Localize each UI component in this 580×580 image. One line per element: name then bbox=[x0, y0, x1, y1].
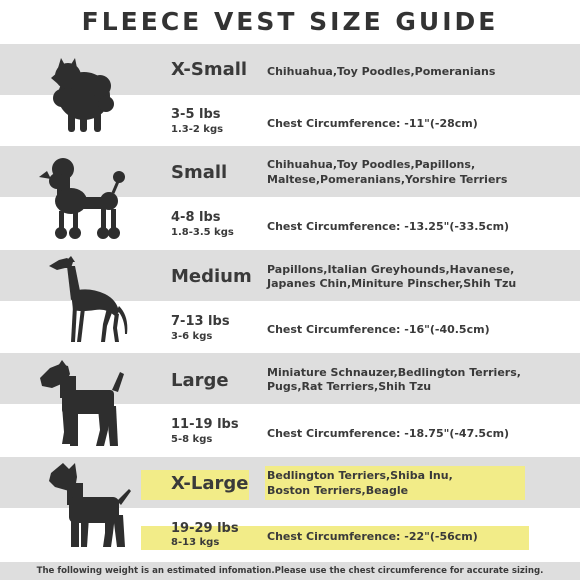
size-label-xsmall: X-Small bbox=[171, 59, 248, 80]
pomeranian-icon bbox=[48, 58, 114, 134]
size-label-xlarge: X-Large bbox=[171, 473, 249, 494]
greyhound-icon bbox=[47, 256, 132, 346]
footer-note: The following weight is an estimated infomation.Please use the chest circumference for accurate sizing. bbox=[0, 562, 580, 580]
bull-terrier-icon bbox=[45, 461, 135, 553]
chest-medium: Chest Circumference: -16"(-40.5cm) bbox=[267, 323, 490, 336]
weight-lbs-xlarge: 19-29 lbs bbox=[171, 521, 239, 536]
chest-large: Chest Circumference: -18.75"(-47.5cm) bbox=[267, 427, 510, 440]
breeds-medium-line1: Papillons,Italian Greyhounds,Havanese, bbox=[267, 263, 515, 276]
chest-xlarge: Chest Circumference: -22"(-56cm) bbox=[267, 530, 478, 543]
size-label-large: Large bbox=[171, 370, 229, 391]
chest-small: Chest Circumference: -13.25"(-33.5cm) bbox=[267, 220, 510, 233]
breeds-large-line2: Pugs,Rat Terriers,Shih Tzu bbox=[267, 380, 432, 393]
chest-xsmall: Chest Circumference: -11"(-28cm) bbox=[267, 117, 478, 130]
breeds-medium-line2: Japanes Chin,Miniture Pinscher,Shih Tzu bbox=[267, 277, 517, 290]
size-label-small: Small bbox=[171, 162, 228, 183]
breeds-xlarge-line1: Bedlington Terriers,Shiba Inu, bbox=[267, 469, 453, 482]
weight-lbs-large: 11-19 lbs bbox=[171, 417, 239, 432]
breeds-small-line2: Maltese,Pomeranians,Yorshire Terriers bbox=[267, 173, 508, 186]
weight-kgs-xlarge: 8-13 kgs bbox=[171, 537, 220, 548]
breeds-xlarge-line2: Boston Terriers,Beagle bbox=[267, 484, 409, 497]
schnauzer-icon bbox=[40, 360, 130, 452]
breeds-small-line1: Chihuahua,Toy Poodles,Papillons, bbox=[267, 158, 476, 171]
weight-kgs-xsmall: 1.3-2 kgs bbox=[171, 124, 224, 135]
poodle-icon bbox=[37, 155, 127, 245]
breeds-xsmall-line1: Chihuahua,Toy Poodles,Pomeranians bbox=[267, 65, 496, 78]
weight-kgs-medium: 3-6 kgs bbox=[171, 331, 213, 342]
breeds-large-line1: Miniature Schnauzer,Bedlington Terriers, bbox=[267, 366, 521, 379]
weight-lbs-small: 4-8 lbs bbox=[171, 210, 221, 225]
weight-lbs-xsmall: 3-5 lbs bbox=[171, 107, 221, 122]
weight-lbs-medium: 7-13 lbs bbox=[171, 314, 230, 329]
weight-kgs-small: 1.8-3.5 kgs bbox=[171, 227, 234, 238]
page-title: FLEECE VEST SIZE GUIDE bbox=[81, 7, 499, 36]
weight-kgs-large: 5-8 kgs bbox=[171, 434, 213, 445]
size-label-medium: Medium bbox=[171, 266, 252, 287]
